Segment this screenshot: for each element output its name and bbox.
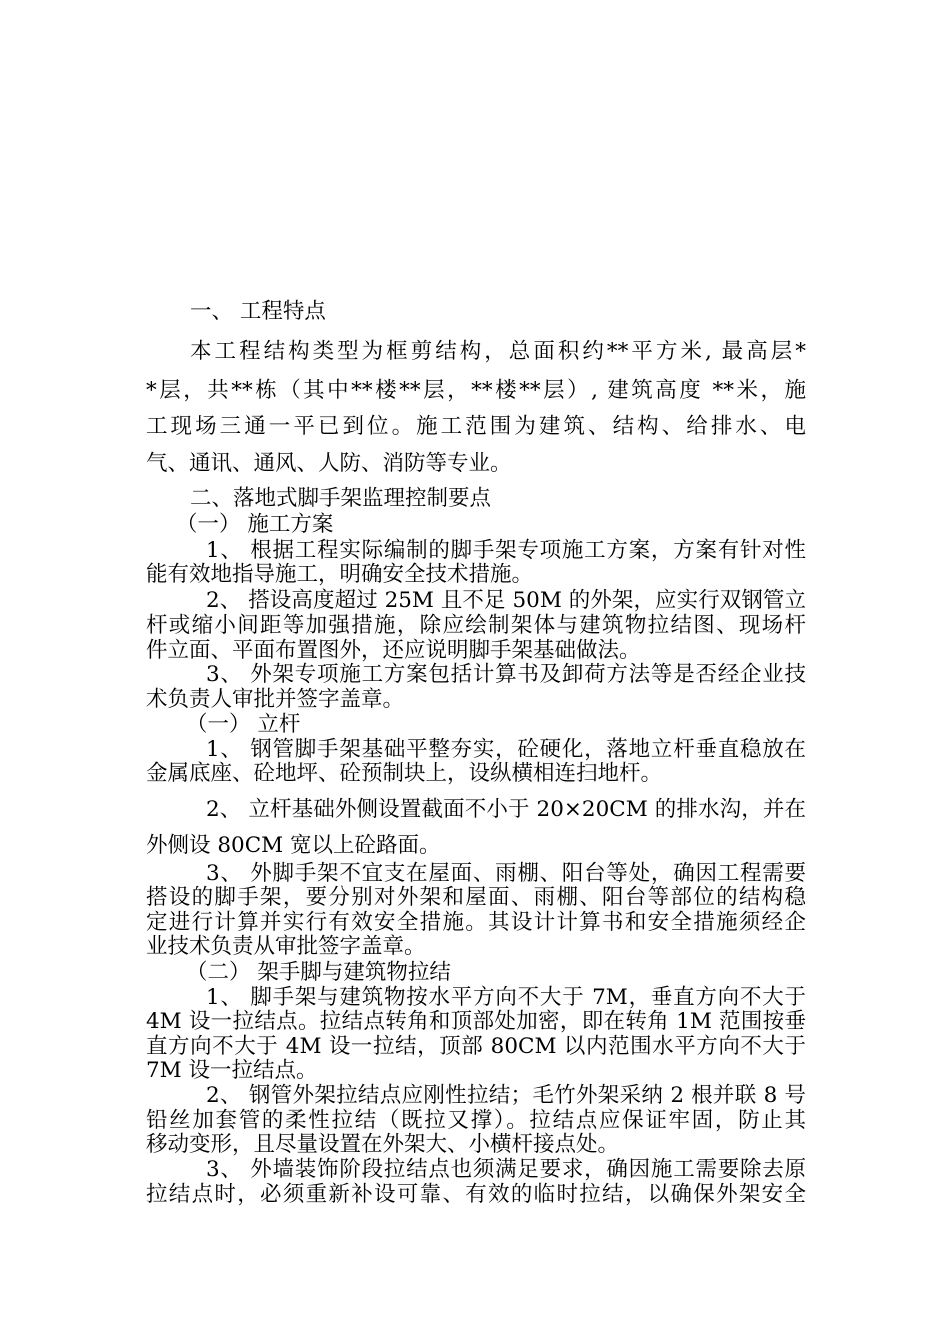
section-2-heading: 二、落地式脚手架监理控制要点: [190, 486, 492, 511]
subsection-heading: （二） 架手脚与建筑物拉结: [186, 960, 451, 985]
item-line: 1、 根据工程实际编制的脚手架专项施工方案，方案有针对性: [206, 538, 806, 563]
item-line: 7M 设一拉结点。: [146, 1058, 318, 1083]
item-line: 外侧设 80CM 宽以上砼路面。: [146, 833, 441, 858]
item-line: 拉结点时，必须重新补设可靠、有效的临时拉结，以确保外架安全: [146, 1182, 806, 1207]
subsection-heading: （一） 施工方案: [176, 512, 334, 537]
item-line: 术负责人审批并签字盖章。: [146, 687, 405, 712]
section-1-para-line: *层，共**栋（其中**楼**层，**楼**层）, 建筑高度 **米，施: [146, 378, 806, 403]
item-line: 铅丝加套管的柔性拉结（既拉又撑）。拉结点应保证牢固，防止其: [146, 1108, 806, 1133]
item-line: 金属底座、砼地坪、砼预制块上，设纵横相连扫地杆。: [146, 761, 663, 786]
item-line: 2、 搭设高度超过 25M 且不足 50M 的外架，应实行双钢管立: [206, 588, 806, 613]
item-line: 件立面、平面布置图外，还应说明脚手架基础做法。: [146, 638, 641, 663]
item-line: 4M 设一拉结点。拉结点转角和顶部处加密，即在转角 1M 范围按垂: [146, 1009, 806, 1034]
section-1-para-line: 工现场三通一平已到位。施工范围为建筑、结构、给排水、电: [146, 414, 806, 439]
section-1-para-line: 气、通讯、通风、人防、消防等专业。: [146, 451, 512, 476]
item-line: 能有效地指导施工，明确安全技术措施。: [146, 562, 534, 587]
item-line: 2、 钢管外架拉结点应刚性拉结；毛竹外架采纳 2 根并联 8 号: [206, 1083, 806, 1108]
section-1-heading: 一、 工程特点: [190, 299, 326, 324]
item-line: 杆或缩小间距等加强措施，除应绘制架体与建筑物拉结图、现场杆: [146, 613, 806, 638]
subsection-heading: （一） 立杆: [186, 712, 301, 737]
item-line: 2、 立杆基础外侧设置截面不小于 20×20CM 的排水沟，并在: [206, 797, 806, 822]
item-line: 1、 钢管脚手架基础平整夯实，砼硬化，落地立杆垂直稳放在: [206, 737, 806, 762]
item-line: 直方向不大于 4M 设一拉结，顶部 80CM 以内范围水平方向不大于: [146, 1034, 806, 1059]
item-line: 3、 外架专项施工方案包括计算书及卸荷方法等是否经企业技: [206, 662, 806, 687]
item-line: 定进行计算并实行有效安全措施。其设计计算书和安全措施须经企: [146, 910, 806, 935]
item-line: 1、 脚手架与建筑物按水平方向不大于 7M，垂直方向不大于: [206, 985, 806, 1010]
item-line: 移动变形，且尽量设置在外架大、小横杆接点处。: [146, 1132, 620, 1157]
item-line: 业技术负责从审批签字盖章。: [146, 934, 426, 959]
section-1-para-line: 本工程结构类型为框剪结构，总面积约**平方米, 最高层*: [190, 339, 806, 364]
item-line: 3、 外脚手架不宜支在屋面、雨棚、阳台等处，确因工程需要: [206, 861, 806, 886]
item-line: 3、 外墙装饰阶段拉结点也须满足要求，确因施工需要除去原: [206, 1157, 806, 1182]
item-line: 搭设的脚手架，要分别对外架和屋面、雨棚、阳台等部位的结构稳: [146, 885, 806, 910]
